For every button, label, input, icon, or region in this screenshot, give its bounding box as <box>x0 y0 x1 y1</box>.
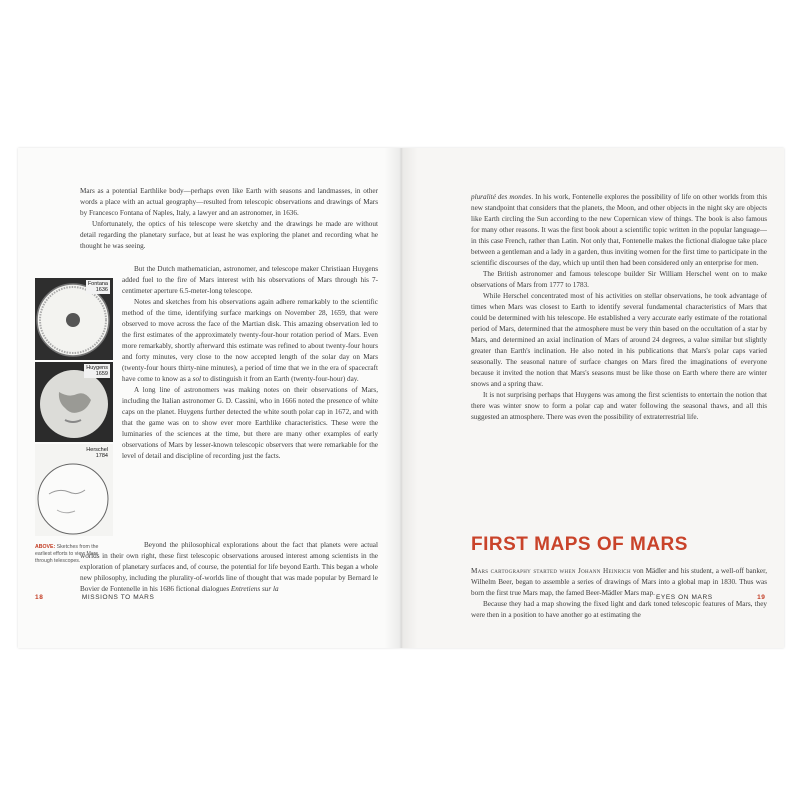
paragraph-text: to distinguish it from an Earth (twenty-four-hour) day. <box>201 375 359 383</box>
left-paragraph: Mars as a potential Earthlike body—perhaps even like Earth with seasons and landmasses, in other words a place with an actual geography—resulted from telescopic observations and drawings of Mars by Francesco Fontana of Naples, Italy, a lawyer and an astronomer, in 1636. <box>80 187 378 217</box>
figure-label: Fontana 1636 <box>87 281 108 293</box>
paragraph-text: . In his work, Fontenelle explores the possibility of life on other worlds from this new standpoint that considers that the planets, the Moon, and other objects in the night sky are objects like Earth circling the Sun according to the new Copernican view of things. The book is also famous for many other reasons. It was the first book about a scientific topic written in the popular language—in this case French, rather than Latin. Not only that, Fontenelle makes the fictional dialogue take place between a gentleman and a lady in a garden, thus inviting women for the first time to participate in the scientific discourses of the day, which up until then had been considered only an enterprise for men. <box>471 193 768 267</box>
section-heading: FIRST MAPS OF MARS <box>471 534 688 555</box>
book-gutter <box>384 148 418 648</box>
figure-caption <box>35 544 115 565</box>
huygens-sketch <box>35 362 113 442</box>
book-title: pluralité des mondes <box>471 193 532 201</box>
paragraph-text: Beyond the philosophical explorations about the fact that planets were actual worlds in their own right, these first telescopic observations aroused interest among scientists in the exploration of planetary surfaces and, of course, the potential for life beyond Earth. This began a whole new philosophy, including the plurality-of-worlds line of thought that was made popular by Bernard le Bovier de Fontenelle in his 1686 fictional dialogues <box>80 541 378 593</box>
page-number: 19 <box>757 594 766 601</box>
running-head: MISSIONS TO MARS <box>81 594 155 601</box>
right-paragraph: It is not surprising perhaps that Huygens was among the first scientists to entertain the notion that there was winter snow to form a polar cap and water following the seasonal thaws, and all this suggested an atmosphere. There was even the possibility of extraterrestrial life. <box>471 391 767 421</box>
left-paragraph: But the Dutch mathematician, astronomer, and telescope maker Christiaan Huygens added fuel to the fire of Mars interest with his observations of Mars through his 7-centimeter aperture 6.5-meter-long telescope. <box>122 265 378 295</box>
left-paragraph <box>122 297 378 385</box>
right-text-top <box>471 192 767 423</box>
running-head: EYES ON MARS <box>656 594 713 601</box>
left-text-middle <box>122 264 378 462</box>
book-title: Entretiens sur la <box>230 585 279 593</box>
smallcaps-lead: Mars cartography started when Johann Heinrich <box>471 567 631 575</box>
caption-lead: ABOVE: <box>35 544 56 550</box>
fontana-sketch <box>35 278 113 360</box>
page-number: 18 <box>35 594 44 601</box>
figure-label: Huygens 1659 <box>86 365 108 377</box>
paragraph-text: Notes and sketches from his observations again adhere remarkably to the scientific method of the time, identifying surface markings on November 28, 1659, that were observed to move across the face of the Martian disk. This amazing observation led to the first estimates of the approximately twenty-four-hour rotation period of Mars. Even more remarkably, shortly afterward this estimate was refined to about twenty-four hours and forty minutes, very close to the now accepted length of the solar day on Mars (twenty-four hours thirty-nine minutes), a period of time that we in the era of spacecraft have come to know as a <box>122 298 378 383</box>
right-paragraph: The British astronomer and famous telescope builder Sir William Herschel went on to make observations of Mars from 1777 to 1783. <box>471 270 767 289</box>
right-paragraph <box>471 192 767 269</box>
caption-text: Sketches from the earliest efforts to view Mars through telescopes. <box>35 544 99 564</box>
herschel-sketch <box>35 444 113 536</box>
right-paragraph: Because they had a map showing the fixed light and dark toned telescopic features of Mars, they were then in a position to have another go at estimating the <box>471 600 767 619</box>
figure-label: Herschel 1784 <box>86 447 108 459</box>
paragraph-text: von Mädler and his student, a well-off banker, Wilhelm Beer, began to assemble a series of drawings of Mars into a global map in 1830. Thus was born the first true Mars map, the famed Beer-Mädler Mars map. <box>471 567 768 597</box>
left-paragraph <box>80 540 378 595</box>
left-paragraph: A long line of astronomers was making notes on their observations of Mars, including the Italian astronomer G. D. Cassini, who in 1666 noted the presence of white caps on the planet. Huygens further detected the white south polar cap in 1672, and with that the game was on to show ever more Earthlike characteristics. These were the luminaries of the sciences at the time, but there are many other examples of early observations of Mars by lesser-known telescopic observers that were remarkable for the level of detail and discipline of recording just the facts. <box>122 386 378 460</box>
left-paragraph: Unfortunately, the optics of his telescope were sketchy and the drawings he made are without detail regarding the planetary surface, but at least he was exploring the planet and recording what he thought he was seeing. <box>80 220 378 250</box>
left-text-bottom <box>80 540 378 595</box>
book-spread <box>18 148 784 648</box>
left-folio <box>35 594 154 601</box>
right-folio <box>656 594 766 601</box>
left-text-top <box>80 186 378 252</box>
sol-term: sol <box>192 375 202 383</box>
right-paragraph: While Herschel concentrated most of his activities on stellar observations, he took advantage of times when Mars was closest to Earth to identify several fundamental characteristics of Mars that could be determined with his telescope. He established a very accurate early estimate of the rotational period of Mars, determined that the atmosphere must be very thin based on the occultation of a star by Mars, and determined an axial inclination of Mars of around 24 degrees, a value similar but slightly greater than Earth's inclination. He also noted in his publications that Mars's polar caps varied seasonally. The seasonal nature of surface changes on Mars fired the imaginations of everyone because it invited the notion that Mars's seasons must be like those on Earth where there are winter snows and a spring thaw. <box>471 292 767 388</box>
